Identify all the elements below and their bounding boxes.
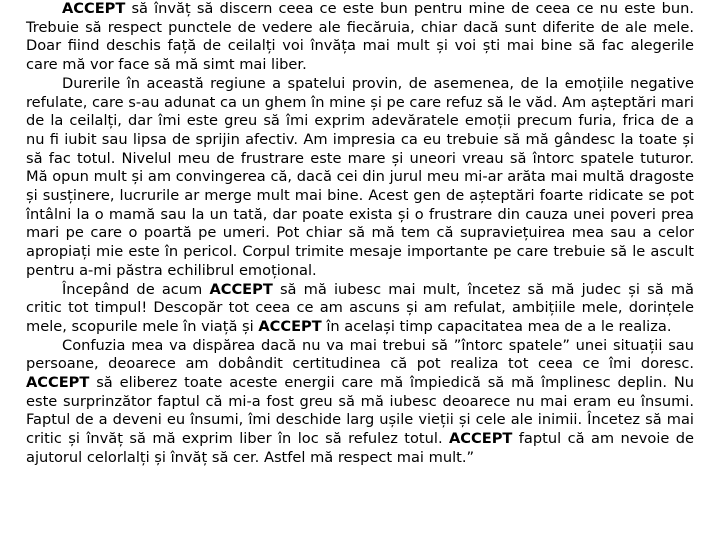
paragraph-text: Începând de acum [62,280,210,298]
keyword-accept: ACCEPT [26,374,90,392]
keyword-accept: ACCEPT [209,280,273,298]
paragraph-text: Durerile în această regiune a spatelui provin, de asemenea, de la emoțiile negative refulate, care s-au adunat ca un ghem în mine și pe care refuz să le văd. Am așteptări mari de la ceilalți, dar îmi este greu să îmi exprim adevăratele emoții precum furia, frica de a nu fi iubit sau lipsa de sprijin afectiv. Am impresia ca eu trebuie să mă gândesc la toate și să fac totul. Nivelul meu de frustrare este mare și uneori vreau să întorc spatele tuturor. Mă opun mult și am convingerea că, dacă cei din jurul meu mi-ar arăta mai multă dragoste și susținere, lucrurile ar merge mult mai bine. Acest gen de așteptări foarte ridicate se pot întâlni la o mamă sau la un tată, dar poate exista și o frustrare din cauza unei poveri prea mari pe care o poartă pe umeri. Pot chiar să mă tem că supraviețuirea mea sau a celor apropiați mie este în pericol. Corpul trimite mesaje importante pe care trebuie să le ascult pentru a-mi păstra echilibrul emoțional. [26,74,694,279]
keyword-accept: ACCEPT [62,0,126,17]
keyword-accept: ACCEPT [449,430,513,448]
paragraph-text: să eliberez toate aceste energii care mă împiedică să mă împlinesc deplin. Nu este surprinzător faptul că mi-a fost greu să mă iubesc deoarece nu mai eram eu însumi. Faptul de a deveni eu însumi, îmi deschide larg ușile vieții și cele ale inimii. Încetez să mai critic și învăț să mă exprim liber în loc să refulez totul. [26,374,694,448]
paragraph-text: faptul că am nevoie de ajutorul celorlalți și învăț să cer. Astfel mă respect mai mult.” [26,430,695,466]
paragraph-text: în același timp capacitatea mea de a le realiza. [321,317,672,335]
paragraph [26,281,694,337]
paragraph-text: să învăț să discern ceea ce este bun pentru mine de ceea ce nu este bun. Trebuie să respect punctele de vedere ale fiecăruia, chiar dacă sunt diferite de ale mele. Doar fiind deschis față de ceilalți voi învăța mai mult și voi ști mai bine să fac alegerile care mă vor face să mă simt mai liber. [26,0,694,74]
paragraph [26,337,694,468]
paragraph [26,0,694,75]
paragraph-text: Confuzia mea va dispărea dacă nu va mai trebui să ”întorc spatele” unei situații sau persoane, deoarece am dobândit certitudinea că pot realiza tot ceea ce îmi doresc. [26,336,694,373]
keyword-accept: ACCEPT [258,317,322,335]
paragraph-text: să mă iubesc mai mult, încetez să mă judec și să mă critic tot timpul! Descopăr tot ceea ce am ascuns și am refulat, ambițiile mele, dorințele mele, scopurile mele în viață și [26,280,694,335]
paragraph [26,75,694,281]
